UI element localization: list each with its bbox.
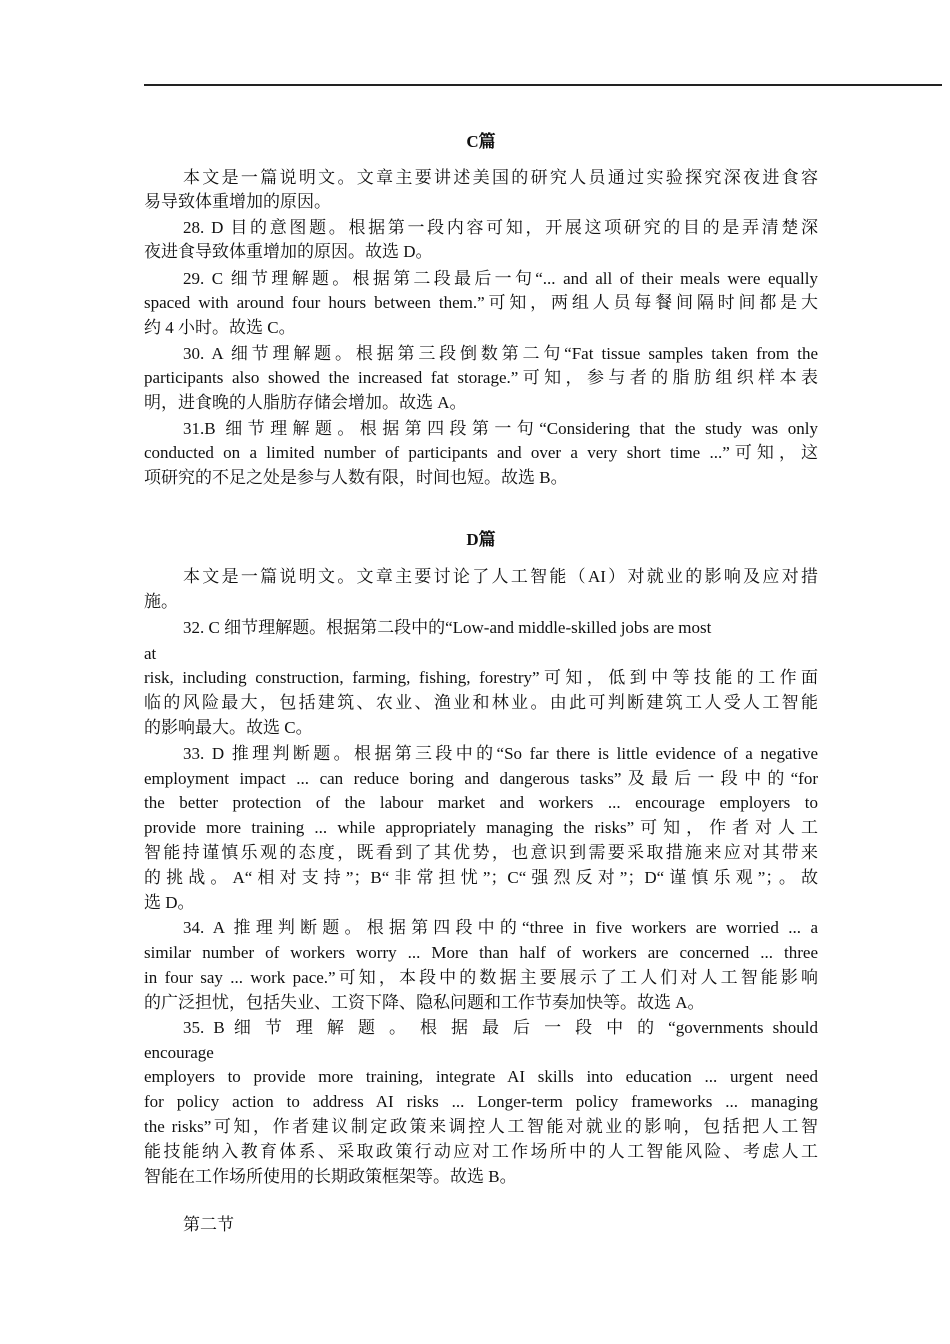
text-line: 31.B 细节理解题。根据第四段第一句“Considering that the study was only [183,419,818,438]
text-line: employment impact ... can reduce boring and dangerous tasks”及最后一段中的“for [144,769,818,788]
text-line: in four say ... work pace.”可知，本段中的数据主要展示了工人们对人工智能影响 [144,968,818,987]
text-line: at [144,644,157,663]
text-line: 能技能纳入教育体系、采取政策行动应对工作场所中的人工智能风险、考虑人工 [144,1142,818,1161]
text-line: 29. C 细节理解题。根据第二段最后一句“... and all of their meals were equally [183,269,818,288]
text-line: 本文是一篇说明文。文章主要讲述美国的研究人员通过实验探究深夜进食容 [183,168,818,187]
text-line: 选 D。 [144,893,195,912]
text-line: 临的风险最大，包括建筑、农业、渔业和林业。由此可判断建筑工人受人工智能 [144,693,818,712]
text-line: 的影响最大。故选 C。 [144,718,313,737]
section-heading: D篇 [466,530,496,549]
text-line: 易导致体重增加的原因。 [144,192,331,211]
text-line: 约 4 小时。故选 C。 [144,318,296,337]
text-line: 夜进食导致体重增加的原因。故选 D。 [144,242,433,261]
text-line: encourage [144,1043,214,1062]
text-line: similar number of workers worry ... More than half of workers are concerned ... three [144,943,818,962]
text-line: 35. B 细 节 理 解 题 。 根 据 最 后 一 段 中 的 “governments should [183,1018,818,1037]
header-rule [144,84,942,86]
text-line: conducted on a limited number of participants and over a very short time ...”可知，这 [144,443,818,462]
text-line: 的广泛担忧，包括失业、工资下降、隐私问题和工作节奏加快等。故选 A。 [144,993,705,1012]
text-line: provide more training ... while appropriately managing the risks”可知，作者对人工 [144,818,818,837]
text-line: 34. A 推理判断题。根据第四段中的“three in five workers are worried ... a [183,918,818,937]
text-line: 33. D 推理判断题。根据第三段中的“So far there is little evidence of a negative [183,744,818,763]
text-line: the better protection of the labour market and workers ... encourage employers to [144,793,818,812]
text-line: for policy action to address AI risks ... Longer-term policy frameworks ... managing [144,1092,818,1111]
text-line: participants also showed the increased fat storage.”可知，参与者的脂肪组织样本表 [144,368,818,387]
section-heading: C篇 [466,132,496,151]
text-line: 项研究的不足之处是参与人数有限，时间也短。故选 B。 [144,468,568,487]
text-line: 智能在工作场所使用的长期政策框架等。故选 B。 [144,1167,517,1186]
text-line: risk, including construction, farming, fishing, forestry”可知，低到中等技能的工作面 [144,668,818,687]
text-line: 本文是一篇说明文。文章主要讨论了人工智能（AI）对就业的影响及应对措 [183,567,818,586]
text-line: 32. C 细节理解题。根据第二段中的“Low-and middle-skilled jobs are most [183,618,712,637]
text-line: 28. D 目的意图题。根据第一段内容可知，开展这项研究的目的是弄清楚深 [183,218,818,237]
text-line: employers to provide more training, integrate AI skills into education ... urgent need [144,1067,818,1086]
text-line: 第二节 [183,1215,234,1234]
text-line: spaced with around four hours between them.”可知，两组人员每餐间隔时间都是大 [144,293,818,312]
text-line: the risks”可知，作者建议制定政策来调控人工智能对就业的影响，包括把人工智 [144,1117,818,1136]
text-line: 智能持谨慎乐观的态度，既看到了其优势，也意识到需要采取措施来应对其带来 [144,843,818,862]
text-line: 30. A 细节理解题。根据第三段倒数第二句“Fat tissue samples taken from the [183,344,818,363]
text-line: 明，进食晚的人脂肪存储会增加。故选 A。 [144,393,467,412]
text-line: 施。 [144,592,178,611]
text-line: 的挑战。A“相对支持”；B“非常担忧”；C“强烈反对”；D“谨慎乐观”；。故 [144,868,818,887]
